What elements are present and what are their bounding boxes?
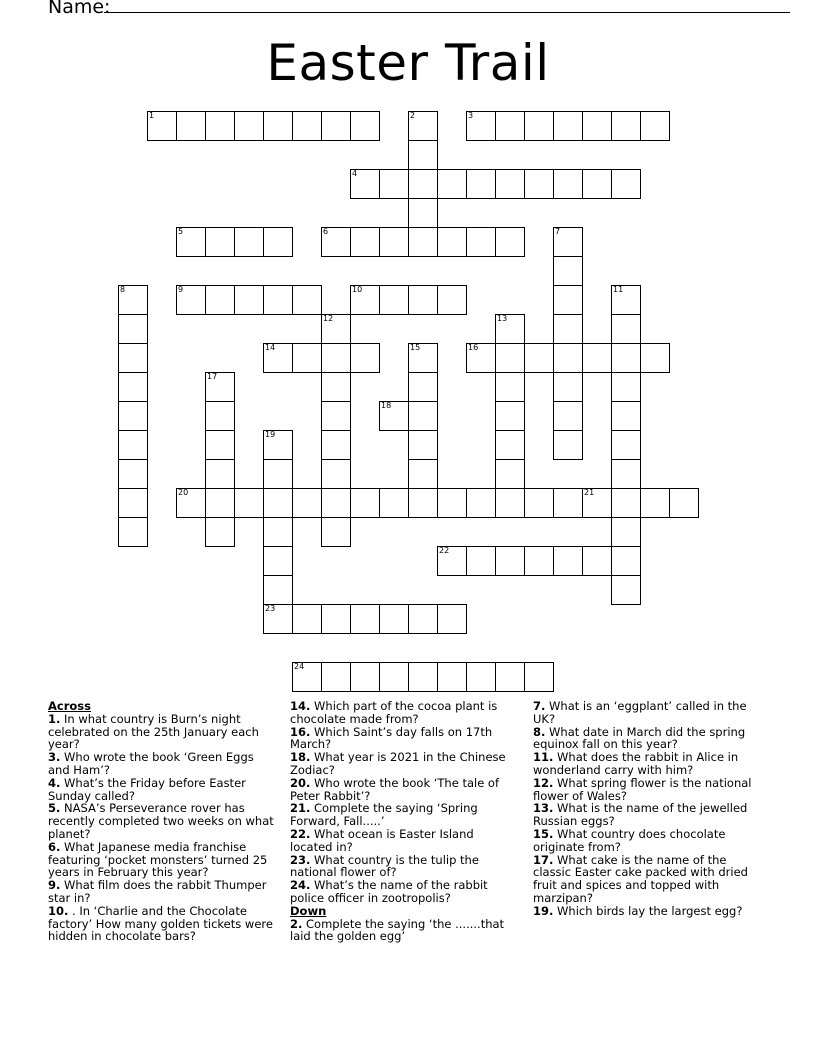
- crossword-cell[interactable]: [582, 343, 612, 373]
- crossword-cell[interactable]: [408, 227, 438, 257]
- crossword-cell[interactable]: [611, 285, 641, 315]
- clue-text: What film does the rabbit Thumper star in?: [48, 878, 267, 905]
- crossword-cell[interactable]: [553, 227, 583, 257]
- crossword-cell[interactable]: [408, 604, 438, 634]
- crossword-cell[interactable]: [611, 459, 641, 489]
- crossword-cell[interactable]: [408, 343, 438, 373]
- crossword-cell[interactable]: [466, 111, 496, 141]
- crossword-cell[interactable]: [466, 169, 496, 199]
- crossword-cell[interactable]: [437, 604, 467, 634]
- clue-num: 16.: [290, 724, 311, 739]
- crossword-cell[interactable]: [466, 227, 496, 257]
- down-clue: [533, 700, 755, 726]
- clue-text: Who wrote the book ‘The tale of Peter Rabbit’?: [290, 775, 500, 803]
- crossword-cell[interactable]: [321, 517, 351, 547]
- crossword-cell[interactable]: [524, 343, 554, 373]
- crossword-cell[interactable]: [553, 256, 583, 286]
- down-clue: [533, 726, 755, 752]
- clue-num: 1.: [48, 711, 61, 726]
- crossword-cell[interactable]: [437, 546, 467, 576]
- crossword-cell[interactable]: [408, 430, 438, 460]
- clue-num: 24.: [290, 878, 311, 893]
- crossword-cell[interactable]: [408, 401, 438, 431]
- crossword-cell[interactable]: [408, 372, 438, 402]
- clue-number: 22: [439, 546, 450, 555]
- crossword-cell[interactable]: [495, 343, 525, 373]
- across-clue: [48, 713, 276, 751]
- clue-num: 7.: [533, 699, 546, 713]
- crossword-cell[interactable]: [611, 372, 641, 402]
- crossword-cell[interactable]: [524, 546, 554, 576]
- crossword-cell[interactable]: [379, 227, 409, 257]
- crossword-cell[interactable]: [379, 604, 409, 634]
- crossword-cell[interactable]: [495, 662, 525, 692]
- crossword-cell[interactable]: [553, 285, 583, 315]
- crossword-cell[interactable]: [263, 111, 293, 141]
- name-label: Name:: [48, 0, 111, 18]
- across-clue: [290, 700, 518, 726]
- crossword-cell[interactable]: [350, 285, 380, 315]
- clue-number: 9: [178, 285, 184, 294]
- down-clue: [533, 854, 755, 905]
- crossword-cell[interactable]: [379, 285, 409, 315]
- crossword-cell[interactable]: [611, 488, 641, 518]
- across-clue: [48, 841, 276, 879]
- crossword-cell[interactable]: [321, 227, 351, 257]
- across-clue: [290, 828, 518, 854]
- crossword-cell[interactable]: [321, 488, 351, 518]
- crossword-cell[interactable]: [205, 459, 235, 489]
- crossword-cell[interactable]: [321, 343, 351, 373]
- clue-text: What cake is the name of the classic Easter cake packed with dried fruit and spices and topped with marzipan?: [533, 852, 748, 905]
- clue-num: 23.: [290, 852, 311, 867]
- clue-num: 19.: [533, 903, 554, 918]
- clue-number: 14: [265, 343, 276, 352]
- clue-text: Which Saint’s day falls on 17th March?: [290, 724, 493, 752]
- crossword-cell[interactable]: [553, 430, 583, 460]
- crossword-cell[interactable]: [263, 227, 293, 257]
- crossword-cell[interactable]: [524, 111, 554, 141]
- clue-text: NASA’s Perseverance rover has recently completed two weeks on what planet?: [48, 801, 274, 841]
- crossword-cell[interactable]: [611, 343, 641, 373]
- clue-number: 3: [468, 111, 474, 120]
- crossword-cell[interactable]: [176, 285, 206, 315]
- crossword-cell[interactable]: [524, 488, 554, 518]
- crossword-cell[interactable]: [176, 111, 206, 141]
- down-clue: [533, 777, 755, 803]
- crossword-cell[interactable]: [553, 314, 583, 344]
- clue-text: Complete the saying ‘Spring Forward, Fall.....’: [290, 801, 478, 829]
- crossword-cell[interactable]: [350, 169, 380, 199]
- crossword-cell[interactable]: [350, 227, 380, 257]
- crossword-cell[interactable]: [292, 343, 322, 373]
- clue-text: What country is the tulip the national flower of?: [290, 852, 479, 880]
- crossword-cell[interactable]: [350, 604, 380, 634]
- crossword-cell[interactable]: [611, 401, 641, 431]
- crossword-cell[interactable]: [321, 111, 351, 141]
- crossword-cell[interactable]: [640, 111, 670, 141]
- clue-text: What is an ‘eggplant’ called in the UK?: [533, 699, 747, 726]
- crossword-cell[interactable]: [495, 401, 525, 431]
- crossword-cell[interactable]: [408, 662, 438, 692]
- crossword-cell[interactable]: [205, 401, 235, 431]
- crossword-cell[interactable]: [350, 488, 380, 518]
- clue-number: 11: [613, 285, 624, 294]
- clue-num: 12.: [533, 775, 554, 790]
- clue-number: 19: [265, 430, 276, 439]
- crossword-cell[interactable]: [553, 111, 583, 141]
- clue-number: 17: [207, 372, 218, 381]
- crossword-cell[interactable]: [611, 517, 641, 547]
- crossword-cell[interactable]: [640, 343, 670, 373]
- crossword-cell[interactable]: [118, 459, 148, 489]
- crossword-cell[interactable]: [437, 227, 467, 257]
- clue-text: What Japanese media franchise featuring ‘pocket monsters’ turned 25 years in February this year?: [48, 839, 268, 880]
- crossword-cell[interactable]: [495, 488, 525, 518]
- crossword-cell[interactable]: [205, 372, 235, 402]
- down-heading: Down: [290, 903, 327, 918]
- crossword-cell[interactable]: [408, 488, 438, 518]
- crossword-cell[interactable]: [263, 575, 293, 605]
- crossword-cell[interactable]: [321, 314, 351, 344]
- clue-number: 2: [410, 111, 416, 120]
- crossword-cell[interactable]: [234, 111, 264, 141]
- clue-number: 13: [497, 314, 508, 323]
- crossword-cell[interactable]: [379, 662, 409, 692]
- across-clue: [290, 802, 518, 828]
- crossword-cell[interactable]: [437, 169, 467, 199]
- crossword-cell[interactable]: [553, 343, 583, 373]
- across-heading: Across: [48, 699, 91, 713]
- page-title: Easter Trail: [266, 34, 550, 92]
- crossword-cell[interactable]: [379, 169, 409, 199]
- down-clue: [533, 828, 755, 854]
- crossword-cell[interactable]: [263, 285, 293, 315]
- crossword-cell[interactable]: [350, 111, 380, 141]
- crossword-cell[interactable]: [495, 111, 525, 141]
- clue-text: Which part of the cocoa plant is chocolate made from?: [290, 699, 498, 726]
- across-clue: [48, 905, 276, 943]
- clue-num: 18.: [290, 750, 311, 765]
- crossword-cell[interactable]: [205, 430, 235, 460]
- crossword-cell[interactable]: [669, 488, 699, 518]
- clue-num: 14.: [290, 699, 311, 713]
- clue-num: 5.: [48, 801, 61, 816]
- clue-number: 5: [178, 227, 184, 236]
- crossword-cell[interactable]: [118, 488, 148, 518]
- crossword-cell[interactable]: [466, 546, 496, 576]
- crossword-cell[interactable]: [118, 285, 148, 315]
- clue-text: What year is 2021 in the Chinese Zodiac?: [290, 750, 506, 777]
- clue-text: In what country is Burn’s night celebrated on the 25th January each year?: [48, 711, 259, 752]
- across-clue: [290, 854, 518, 880]
- clue-num: 4.: [48, 775, 61, 790]
- crossword-cell[interactable]: [379, 401, 409, 431]
- crossword-cell[interactable]: [118, 517, 148, 547]
- clue-num: 3.: [48, 750, 61, 765]
- crossword-cell[interactable]: [495, 227, 525, 257]
- clue-num: 10.: [48, 903, 69, 918]
- crossword-cell[interactable]: [234, 285, 264, 315]
- clue-number: 1: [149, 111, 155, 120]
- clue-number: 21: [584, 488, 595, 497]
- crossword-cell[interactable]: [205, 517, 235, 547]
- crossword-cell[interactable]: [350, 662, 380, 692]
- crossword-cell[interactable]: [553, 546, 583, 576]
- crossword-cell[interactable]: [582, 111, 612, 141]
- crossword-cell[interactable]: [321, 459, 351, 489]
- crossword-cell[interactable]: [582, 169, 612, 199]
- crossword-cell[interactable]: [118, 430, 148, 460]
- down-clue: [290, 918, 518, 944]
- down-clue: [533, 802, 755, 828]
- across-clue: [48, 751, 276, 777]
- crossword-cell[interactable]: [495, 459, 525, 489]
- crossword-cell[interactable]: [234, 488, 264, 518]
- clue-num: 21.: [290, 801, 311, 816]
- crossword-cell[interactable]: [350, 343, 380, 373]
- clue-number: 15: [410, 343, 421, 352]
- crossword-cell[interactable]: [379, 488, 409, 518]
- clue-text: What’s the name of the rabbit police officer in zootropolis?: [290, 878, 488, 905]
- clue-text: Complete the saying ‘the .......that laid the golden egg’: [290, 916, 505, 944]
- across-clue: [48, 777, 276, 803]
- crossword-cell[interactable]: [234, 227, 264, 257]
- crossword-cell[interactable]: [466, 662, 496, 692]
- clue-text: What’s the Friday before Easter Sunday called?: [48, 775, 246, 803]
- crossword-cell[interactable]: [611, 111, 641, 141]
- crossword-cell[interactable]: [466, 488, 496, 518]
- crossword-cell[interactable]: [495, 314, 525, 344]
- clue-num: 17.: [533, 852, 554, 867]
- crossword-cell[interactable]: [437, 285, 467, 315]
- crossword-cell[interactable]: [524, 169, 554, 199]
- clues-column-1: [48, 700, 276, 943]
- clue-num: 11.: [533, 750, 554, 765]
- crossword-cell[interactable]: [408, 459, 438, 489]
- crossword-cell[interactable]: [118, 314, 148, 344]
- crossword-cell[interactable]: [437, 488, 467, 518]
- across-clue: [290, 751, 518, 777]
- crossword-cell[interactable]: [205, 285, 235, 315]
- clue-number: 23: [265, 604, 276, 613]
- clue-text: What ocean is Easter Island located in?: [290, 826, 474, 854]
- clue-num: 2.: [290, 916, 303, 931]
- clue-number: 12: [323, 314, 334, 323]
- crossword-cell[interactable]: [611, 546, 641, 576]
- crossword-cell[interactable]: [495, 372, 525, 402]
- crossword-cell[interactable]: [321, 401, 351, 431]
- crossword-cell[interactable]: [147, 111, 177, 141]
- crossword-cell[interactable]: [292, 488, 322, 518]
- clue-number: 24: [294, 662, 305, 671]
- clue-num: 8.: [533, 724, 546, 739]
- clue-number: 4: [352, 169, 358, 178]
- crossword-cell[interactable]: [408, 140, 438, 170]
- crossword-cell[interactable]: [495, 169, 525, 199]
- clue-text: What is the name of the jewelled Russian eggs?: [533, 801, 748, 829]
- crossword-cell[interactable]: [582, 488, 612, 518]
- clue-num: 6.: [48, 839, 61, 854]
- crossword-cell[interactable]: [263, 488, 293, 518]
- crossword-cell[interactable]: [408, 169, 438, 199]
- across-clue: [290, 777, 518, 803]
- crossword-cell[interactable]: [263, 517, 293, 547]
- clue-number: 6: [323, 227, 329, 236]
- clue-text: Which birds lay the largest egg?: [557, 903, 743, 918]
- crossword-cell[interactable]: [408, 285, 438, 315]
- clue-number: 18: [381, 401, 392, 410]
- crossword-cell[interactable]: [524, 662, 554, 692]
- crossword-cell[interactable]: [437, 662, 467, 692]
- crossword-cell[interactable]: [582, 546, 612, 576]
- crossword-cell[interactable]: [321, 604, 351, 634]
- crossword-cell[interactable]: [292, 285, 322, 315]
- crossword-cell[interactable]: [292, 662, 322, 692]
- clue-num: 9.: [48, 878, 61, 893]
- clue-text: What does the rabbit in Alice in wonderland carry with him?: [533, 750, 739, 777]
- crossword-cell[interactable]: [321, 372, 351, 402]
- crossword-cell[interactable]: [263, 430, 293, 460]
- clue-text: What spring flower is the national flower of Wales?: [533, 775, 752, 803]
- crossword-cell[interactable]: [553, 401, 583, 431]
- crossword-cell[interactable]: [495, 430, 525, 460]
- across-clue: [48, 879, 276, 905]
- clue-text: . In ‘Charlie and the Chocolate factory’ How many golden tickets were hidden in chocolate bars?: [48, 903, 273, 944]
- crossword-cell[interactable]: [205, 111, 235, 141]
- clue-num: 22.: [290, 826, 311, 841]
- crossword-cell[interactable]: [263, 343, 293, 373]
- clue-number: 7: [555, 227, 561, 236]
- crossword-cell[interactable]: [495, 546, 525, 576]
- clue-text: What date in March did the spring equinox fall on this year?: [533, 724, 746, 752]
- crossword-cell[interactable]: [263, 459, 293, 489]
- across-clue: [290, 879, 518, 905]
- clue-number: 8: [120, 285, 126, 294]
- crossword-cell[interactable]: [263, 546, 293, 576]
- clues-column-3: [533, 700, 755, 918]
- clue-number: 16: [468, 343, 479, 352]
- crossword-cell[interactable]: [553, 488, 583, 518]
- crossword-cell[interactable]: [553, 169, 583, 199]
- crossword-cell[interactable]: [292, 111, 322, 141]
- crossword-cell[interactable]: [176, 227, 206, 257]
- across-clue: [290, 726, 518, 752]
- crossword-cell[interactable]: [640, 488, 670, 518]
- crossword-cell[interactable]: [611, 430, 641, 460]
- crossword-cell[interactable]: [205, 227, 235, 257]
- clue-number: 20: [178, 488, 189, 497]
- crossword-cell[interactable]: [321, 662, 351, 692]
- clues-column-2: [290, 700, 518, 943]
- crossword-cell[interactable]: [118, 372, 148, 402]
- clue-text: What country does chocolate originate from?: [533, 826, 726, 854]
- across-clue: [48, 802, 276, 840]
- down-clue: [533, 905, 755, 918]
- down-clue: [533, 751, 755, 777]
- crossword-cell[interactable]: [118, 343, 148, 373]
- crossword-cell[interactable]: [292, 604, 322, 634]
- clue-num: 20.: [290, 775, 311, 790]
- crossword-cell[interactable]: [611, 169, 641, 199]
- clue-number: 10: [352, 285, 363, 294]
- crossword-cell[interactable]: [408, 198, 438, 228]
- crossword-cell[interactable]: [466, 343, 496, 373]
- clue-num: 15.: [533, 826, 554, 841]
- crossword-cell[interactable]: [118, 401, 148, 431]
- crossword-cell[interactable]: [263, 604, 293, 634]
- crossword-cell[interactable]: [205, 488, 235, 518]
- crossword-cell[interactable]: [408, 111, 438, 141]
- crossword-cell[interactable]: [321, 430, 351, 460]
- crossword-cell[interactable]: [176, 488, 206, 518]
- crossword-cell[interactable]: [611, 314, 641, 344]
- crossword-cell[interactable]: [553, 372, 583, 402]
- clue-num: 13.: [533, 801, 554, 816]
- crossword-cell[interactable]: [611, 575, 641, 605]
- clue-text: Who wrote the book ‘Green Eggs and Ham’?: [48, 750, 254, 777]
